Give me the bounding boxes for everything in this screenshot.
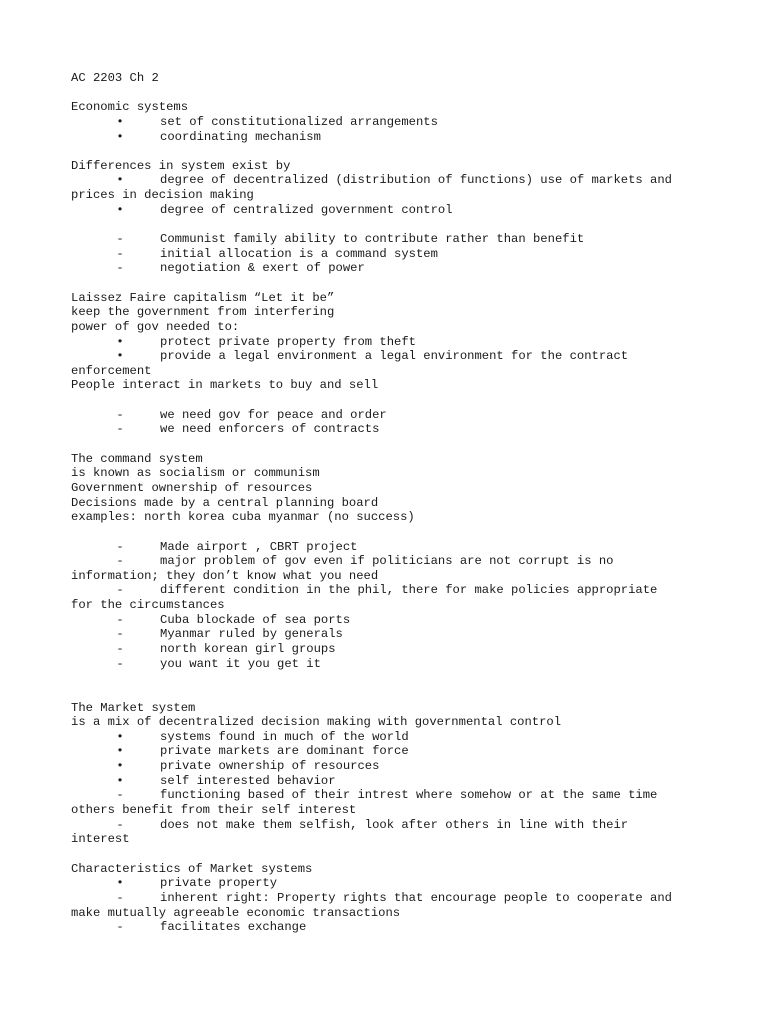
text-line: Government ownership of resources	[71, 480, 313, 495]
dash-item	[71, 920, 711, 935]
dash-marker: -	[116, 920, 124, 935]
wrapped-text: enforcement	[71, 363, 152, 378]
dash-text: you want it you get it	[160, 656, 321, 671]
bullet-item	[71, 203, 711, 218]
text-line: Decisions made by a central planning board	[71, 495, 379, 510]
text-line: power of gov needed to:	[71, 319, 240, 334]
dash-item	[71, 554, 711, 569]
document-page	[71, 71, 711, 935]
dash-text: we need enforcers of contracts	[160, 422, 380, 437]
dash-item	[71, 583, 711, 598]
section-heading-economic-systems: Economic systems	[71, 100, 189, 115]
dash-item	[71, 422, 711, 437]
section-heading-differences: Differences in system exist by	[71, 158, 291, 173]
bullet-marker: •	[116, 334, 124, 349]
document-header: AC 2203 Ch 2	[71, 71, 159, 85]
dash-text: does not make them selfish, look after others in line with their	[160, 817, 629, 832]
text-line: is known as socialism or communism	[71, 466, 320, 481]
bullet-text: set of constitutionalized arrangements	[160, 114, 438, 129]
dash-item	[71, 247, 711, 262]
bullet-item	[71, 115, 711, 130]
dash-marker: -	[116, 554, 124, 569]
dash-marker: -	[116, 627, 124, 642]
bullet-text: degree of decentralized (distribution of functions) use of markets and	[160, 173, 672, 188]
dash-marker: -	[116, 890, 124, 905]
bullet-item	[71, 730, 711, 745]
bullet-marker: •	[116, 876, 124, 891]
bullet-marker: •	[116, 173, 124, 188]
dash-text: we need gov for peace and order	[160, 407, 387, 422]
bullet-item	[71, 876, 711, 891]
dash-text: facilitates exchange	[160, 920, 307, 935]
bullet-item	[71, 130, 711, 145]
bullet-marker: •	[116, 129, 124, 144]
wrapped-text: information; they don’t know what you need	[71, 568, 379, 583]
section-heading-market-system: The Market system	[71, 700, 196, 715]
wrapped-text: interest	[71, 832, 130, 847]
dash-marker: -	[116, 246, 124, 261]
bullet-item	[71, 335, 711, 350]
dash-item	[71, 408, 711, 423]
dash-text: inherent right: Property rights that encourage people to cooperate and	[160, 890, 672, 905]
bullet-text: protect private property from theft	[160, 334, 416, 349]
bullet-marker: •	[116, 114, 124, 129]
bullet-text: private ownership of resources	[160, 759, 380, 774]
dash-item	[71, 540, 711, 555]
wrapped-text: prices in decision making	[71, 188, 254, 203]
bullet-text: private property	[160, 876, 278, 891]
dash-item	[71, 642, 711, 657]
text-line: is a mix of decentralized decision making with governmental control	[71, 715, 562, 730]
dash-item	[71, 891, 711, 906]
dash-item	[71, 232, 711, 247]
bullet-marker: •	[116, 773, 124, 788]
dash-text: functioning based of their intrest where somehow or at the same time	[160, 788, 658, 803]
dash-marker: -	[116, 232, 124, 247]
dash-marker: -	[116, 407, 124, 422]
dash-text: Cuba blockade of sea ports	[160, 612, 351, 627]
text-line: keep the government from interfering	[71, 305, 335, 320]
dash-marker: -	[116, 261, 124, 276]
dash-marker: -	[116, 788, 124, 803]
bullet-marker: •	[116, 349, 124, 364]
bullet-text: provide a legal environment a legal environment for the contract	[160, 349, 629, 364]
bullet-item	[71, 349, 711, 364]
bullet-item	[71, 173, 711, 188]
dash-text: initial allocation is a command system	[160, 246, 438, 261]
dash-item	[71, 788, 711, 803]
wrapped-text: for the circumstances	[71, 598, 225, 613]
wrapped-text: others benefit from their self interest	[71, 803, 357, 818]
bullet-marker: •	[116, 202, 124, 217]
dash-text: major problem of gov even if politicians are not corrupt is no	[160, 554, 614, 569]
bullet-marker: •	[116, 759, 124, 774]
text-line: examples: north korea cuba myanmar (no success)	[71, 510, 415, 525]
section-heading-characteristics: Characteristics of Market systems	[71, 861, 313, 876]
bullet-marker: •	[116, 729, 124, 744]
dash-text: negotiation & exert of power	[160, 261, 365, 276]
dash-text: Made airport , CBRT project	[160, 539, 358, 554]
dash-item	[71, 261, 711, 276]
bullet-text: coordinating mechanism	[160, 129, 321, 144]
section-heading-command-system: The command system	[71, 451, 203, 466]
dash-marker: -	[116, 612, 124, 627]
dash-marker: -	[116, 422, 124, 437]
dash-marker: -	[116, 817, 124, 832]
dash-item	[71, 627, 711, 642]
dash-text: Communist family ability to contribute rather than benefit	[160, 232, 585, 247]
dash-marker: -	[116, 583, 124, 598]
bullet-text: private markets are dominant force	[160, 744, 409, 759]
wrapped-text: make mutually agreeable economic transactions	[71, 905, 401, 920]
bullet-text: systems found in much of the world	[160, 729, 409, 744]
dash-text: north korean girl groups	[160, 641, 336, 656]
text-line: People interact in markets to buy and sell	[71, 378, 379, 393]
dash-text: Myanmar ruled by generals	[160, 627, 343, 642]
bullet-marker: •	[116, 744, 124, 759]
dash-text: different condition in the phil, there for make policies appropriate	[160, 583, 658, 598]
dash-item	[71, 613, 711, 628]
bullet-text: self interested behavior	[160, 773, 336, 788]
bullet-text: degree of centralized government control	[160, 202, 453, 217]
dash-marker: -	[116, 656, 124, 671]
dash-item	[71, 657, 711, 672]
section-heading-laissez-faire: Laissez Faire capitalism “Let it be”	[71, 290, 335, 305]
bullet-item	[71, 759, 711, 774]
dash-marker: -	[116, 539, 124, 554]
dash-item	[71, 818, 711, 833]
bullet-item	[71, 744, 711, 759]
bullet-item	[71, 774, 711, 789]
dash-marker: -	[116, 641, 124, 656]
